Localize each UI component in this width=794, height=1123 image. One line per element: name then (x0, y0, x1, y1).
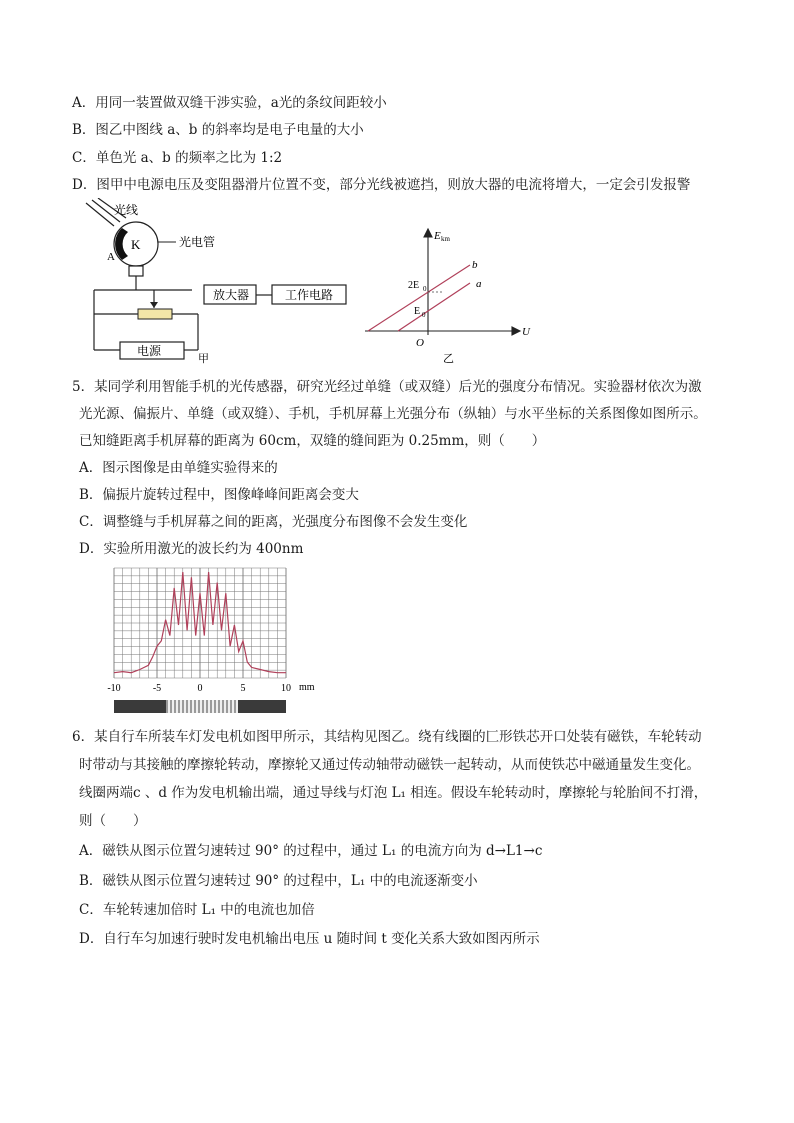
x-tick-label: -5 (152, 683, 162, 694)
anode-a-label: A (107, 251, 115, 263)
x-tick-label: 0 (197, 683, 203, 694)
bright-fringe (228, 700, 230, 713)
tick-2e-sub: 0 (423, 285, 427, 293)
bright-fringe (200, 700, 202, 713)
bright-fringe (168, 700, 170, 713)
q5-option-a: A．图示图像是由单缝实验得来的 (79, 460, 278, 476)
bright-fringe (216, 700, 218, 713)
caption-jia: 甲 (198, 353, 209, 365)
amplifier-label: 放大器 (213, 288, 250, 302)
bright-fringe (224, 700, 226, 713)
cathode-k-label: K (131, 237, 141, 252)
tick-e-sub: 0 (422, 311, 426, 319)
q5-stem-line1: 5．某同学利用智能手机的光传感器，研究光经过单缝（或双缝）后光的强度分布情况。实验器材依次为激 (72, 379, 702, 395)
q6-option-b: B．磁铁从图示位置匀速转过 90° 的过程中，L₁ 中的电流逐渐变小 (79, 873, 478, 889)
q5-option-c: C．调整缝与手机屏幕之间的距离，光强度分布图像不会发生变化 (79, 514, 468, 530)
fringe-strip (114, 700, 286, 713)
caption-yi: 乙 (443, 353, 454, 365)
bright-fringe (220, 700, 222, 713)
bright-fringe (232, 700, 234, 713)
q6-option-a: A．磁铁从图示位置匀速转过 90° 的过程中，通过 L₁ 的电流方向为 d→L1→c (79, 843, 543, 859)
bright-fringe (180, 700, 182, 713)
q5-option-b: B．偏振片旋转过程中，图像峰峰间距离会变大 (79, 487, 359, 503)
bright-fringe (172, 700, 174, 713)
tube-label: 光电管 (179, 235, 216, 249)
y-axis-label: E (434, 230, 441, 242)
q6-stem-line3: 线圈两端c 、d 作为发电机输出端，通过导线与灯泡 L₁ 相连。假设车轮转动时，摩擦轮与轮胎间不打滑， (79, 785, 708, 801)
figure-jia-circuit (80, 198, 360, 368)
q6-stem-line2: 时带动与其接触的摩擦轮转动，摩擦轮又通过传动轴带动磁铁一起转动，从而使铁芯中磁通量发生变化。 (79, 757, 700, 773)
q5-stem-line2: 光光源、偏振片、单缝（或双缝）、手机，手机屏幕上光强分布（纵轴）与水平坐标的关系图像如图所示。 (79, 406, 707, 422)
tick-e-label: E (414, 306, 421, 317)
bright-fringe (236, 700, 238, 713)
circuit-label: 工作电路 (285, 288, 334, 302)
figure-yi-graph (360, 225, 540, 365)
q6-option-c: C．车轮转速加倍时 L₁ 中的电流也加倍 (79, 902, 315, 918)
bright-fringe (184, 700, 186, 713)
x-tick-label: -10 (107, 683, 121, 694)
q4-option-b: B．图乙中图线 a、b 的斜率均是电子电量的大小 (72, 122, 364, 138)
x-axis-label: U (522, 326, 530, 338)
line-b (368, 265, 470, 331)
x-tick-label: 10 (281, 683, 291, 694)
rheostat (138, 309, 172, 319)
q4-option-c: C．单色光 a、b 的频率之比为 1:2 (72, 150, 283, 166)
q5-option-d: D．实验所用激光的波长约为 400nm (79, 541, 304, 557)
bright-fringe (176, 700, 178, 713)
bright-fringe (212, 700, 214, 713)
q4-option-a: A．用同一装置做双缝干涉实验，a光的条纹间距较小 (72, 95, 387, 111)
bright-fringe (192, 700, 194, 713)
light-label: 光线 (114, 203, 139, 217)
bright-fringe (208, 700, 210, 713)
line-a-label: a (476, 278, 482, 290)
intensity-chart (96, 562, 326, 717)
origin-label: O (416, 337, 424, 349)
q6-option-d: D．自行车匀加速行驶时发电机输出电压 u 随时间 t 变化关系大致如图丙所示 (79, 931, 540, 947)
bright-fringe (188, 700, 190, 713)
q4-option-d: D．图甲中电源电压及变阻器滑片位置不变，部分光线被遮挡，则放大器的电流将增大，一定会引发报警 (72, 177, 691, 193)
bright-fringe (204, 700, 206, 713)
line-b-label: b (472, 259, 478, 271)
source-label: 电源 (137, 344, 162, 358)
bright-fringe (196, 700, 198, 713)
x-tick-label: 5 (240, 683, 246, 694)
y-axis-sub: km (441, 235, 450, 243)
tick-2e-label: 2E (408, 280, 420, 291)
x-unit-label: mm (299, 682, 315, 693)
q5-stem-line3: 已知缝距离手机屏幕的距离为 60cm，双缝的缝间距为 0.25mm，则（ ） (79, 433, 546, 449)
q6-stem-line4: 则（ ） (79, 813, 147, 829)
slider-arrow-icon (150, 302, 158, 308)
q6-stem-line1: 6．某自行车所装车灯发电机如图甲所示，其结构见图乙。绕有线圈的匚形铁芯开口处装有磁铁，车轮转动 (72, 729, 702, 745)
